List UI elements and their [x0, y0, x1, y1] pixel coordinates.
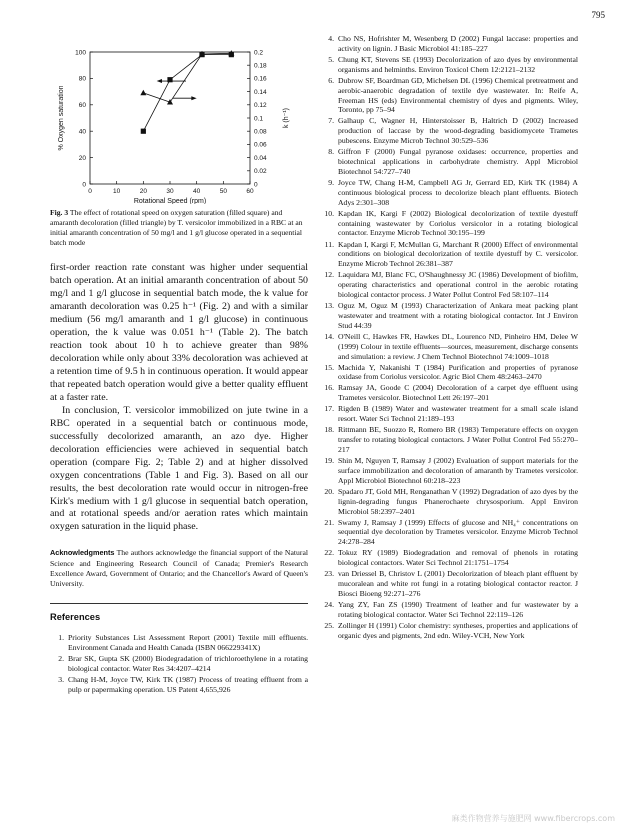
reference-text: Yang ZY, Fan ZS (1990) Treatment of leather and fur wastewater by a rotating biological contactor. Water Sci Technol 22:119–126 [338, 600, 578, 619]
y-right-tick-label: 0 [254, 181, 258, 189]
reference-item [320, 404, 578, 424]
reference-item [50, 675, 308, 695]
decoloration-data-point [140, 90, 146, 96]
reference-item [320, 425, 578, 455]
references-list-right [320, 34, 578, 641]
acknowledgments [50, 548, 308, 589]
reference-number: 22. [324, 548, 334, 558]
figure-caption-label: Fig. 3 [50, 208, 69, 217]
reference-item [320, 600, 578, 620]
y-right-tick-label: 0.08 [254, 128, 267, 136]
reference-item [320, 569, 578, 599]
reference-text: O'Neill C, Hawkes FR, Hawkes DL, Lourenco ND, Pinheiro HM, Delee W (1999) Colour in textile effluents—sources, measurement, discharge consents and simulation: a review. J Chem Technol Biotechnol 74:1009–1018 [338, 331, 578, 361]
reference-text: Swamy J, Ramsay J (1999) Effects of glucose and NH₄⁺ concentrations on sequential dye decoloration by Trametes versicolor. Enzyme Microb Technol 24:278–284 [338, 517, 578, 547]
reference-text: van Driessel B, Christov L (2001) Decolorization of bleach plant effluent by mucoralean and white rot fungi in a rotating biological contactor reactor. J Biosci Bioeng 92:271–276 [338, 569, 578, 598]
reference-number: 16. [324, 383, 334, 393]
reference-text: Priority Substances List Assessment Report (2001) Textile mill effluents. Environment Canada and Health Canada (ISBN 066229341X) [68, 633, 308, 653]
y-right-tick-label: 0.16 [254, 75, 267, 83]
reference-number: 2. [58, 654, 64, 664]
reference-number: 19. [324, 456, 334, 466]
reference-text: Machida Y, Nakanishi T (1984) Purification and properties of pyranose oxidase from Coriolus versicolor. Agric Biol Chem 48:2463–2470 [338, 362, 578, 382]
reference-item [320, 548, 578, 568]
x-tick-label: 40 [193, 188, 201, 195]
reference-number: 4. [328, 34, 334, 43]
reference-text: Spadaro JT, Gold MH, Renganathan V (1992) Degradation of azo dyes by the lignin-degrading fungus Phanerochaete chrysosporium. Appl Environ Microbiol 58:2397–2401 [338, 486, 578, 516]
reference-text: Cho NS, Hofrishter M, Wesenberg D (2002) Fungal laccase: properties and activity on lignin. J Basic Microbiol 41:185–227 [338, 34, 578, 53]
reference-number: 13. [324, 301, 334, 311]
reference-item [320, 621, 578, 641]
y-right-tick-label: 0.06 [254, 141, 267, 149]
reference-number: 20. [324, 486, 334, 496]
reference-number: 15. [324, 362, 334, 372]
y-right-tick-label: 0.1 [254, 115, 264, 123]
x-tick-label: 60 [246, 188, 254, 195]
reference-number: 10. [324, 208, 334, 218]
reference-number: 17. [324, 404, 334, 414]
reference-text: Laquidara MJ, Blanc FC, O'Shaughnessy JC (1986) Development of biofilm, operating characteristics and operational control in the aerobic rotating biological contactor process. J Water Pollut Control Fed 58:107–114 [338, 270, 578, 299]
references-divider [50, 603, 308, 604]
reference-number: 5. [328, 54, 334, 64]
oxygen-data-point [141, 129, 146, 134]
reference-number: 25. [324, 620, 334, 630]
reference-item [320, 147, 578, 177]
reference-text: Kapdan IK, Kargi F (2002) Biological decolorization of textile dyestuff containing wastewater by Coriolus versicolor in a rotating biological contactor. Enzyme Microb Technol 30:195–199 [338, 208, 578, 238]
reference-number: 9. [328, 177, 334, 187]
reference-item [320, 518, 578, 548]
figure-caption [50, 208, 308, 248]
reference-item [320, 34, 578, 54]
y-left-tick-label: 100 [75, 49, 86, 57]
left-column [50, 34, 308, 696]
reference-number: 24. [324, 600, 334, 610]
reference-text: Ramsay JA, Goode C (2004) Decoloration of a carpet dye effluent using Trametes versicolor. Biotechnol Lett 26:197–201 [338, 383, 578, 403]
reference-text: Rittmann BE, Suozzo R, Romero BR (1983) Temperature effects on oxygen transfer to rotating biological contactors. J Water Pollut Control Fed 55:270–217 [338, 425, 578, 454]
reference-number: 3. [58, 675, 64, 685]
body-text [50, 262, 308, 534]
oxygen-series-line [143, 55, 231, 132]
reference-item [320, 332, 578, 362]
reference-text: Chang H-M, Joyce TW, Kirk TK (1987) Process of treating effluent from a pulp or papermaking operation. US Patent 4,655,926 [68, 675, 308, 695]
reference-text: Tokuz RY (1989) Biodegradation and removal of phenols in rotating biological contactors. Water Sci Technol 21:1751–1754 [338, 548, 578, 568]
acknowledgments-text: The authors acknowledge the financial support of the Natural Science and Engineering Research Council of Canada; Premier's Research Excellence Award, Government of Ontario; and the Chancellor's Award of Queen's University. [50, 548, 308, 589]
x-tick-label: 10 [113, 188, 121, 195]
y-right-tick-label: 0.18 [254, 62, 267, 70]
body-paragraph-1: first-order reaction rate constant was higher under sequential batch operation. At an initial amaranth concentration of about 50 mg/l and 1 g/l glucose in sequential batch mode, the k value for amaranth decoloration was 0.25 h⁻¹ (Fig. 2) and with a similar medium (56 mg/l amaranth and 1 g/l glucose) in continuous operation, the k value was 0.051 h⁻¹ (Table 2). The batch reaction took about 10 h to achieve greater than 98% decoloration while only about 33% decoloration was achieved at a retention time of 9.5 h in continuous operation. It would appear that repeated batch operation would give a better quality effluent at a faster rate. [50, 262, 308, 403]
reference-item [320, 76, 578, 115]
reference-text: Galhaup C, Wagner H, Hinterstoisser B, Haltrich D (2002) Increased production of laccase by the wood-degrading basidiomycete Trametes pubescens. Enzyme Microb Technol 30:529–536 [338, 116, 578, 146]
x-axis-label: Rotational Speed (rpm) [133, 198, 207, 204]
reference-item [320, 240, 578, 270]
reference-text: Oguz M, Oguz M (1993) Characterization of Ankara meat packing plant wastewater and treatment with a rotating biological contactor. Int J Environ Stud 44:39 [338, 301, 578, 330]
reference-item [50, 633, 308, 653]
figure-caption-text: The effect of rotational speed on oxygen saturation (filled square) and amaranth decoloration (filled triangle) by T. versicolor immobilized in a RBC at an initial amaranth concentration of 50 mg/l and 1 g/l glucose operated in a sequential batch mode [50, 208, 303, 248]
reference-item [320, 383, 578, 403]
y-right-tick-label: 0.12 [254, 102, 267, 110]
reference-item [320, 178, 578, 208]
reference-text: Joyce TW, Chang H-M, Campbell AG Jr, Gerrard ED, Kirk TK (1984) A continuous biological process to decolorize bleach plant effluents. Biotech Adys 2:301–308 [338, 177, 578, 207]
references-heading: References [50, 612, 101, 623]
y-right-tick-label: 0.04 [254, 154, 267, 162]
right-column [320, 34, 578, 642]
reference-item [320, 487, 578, 517]
left-arrow-icon [157, 79, 162, 83]
reference-number: 1. [58, 633, 64, 643]
x-tick-label: 20 [139, 188, 147, 195]
reference-number: 11. [324, 239, 334, 249]
plot-frame [90, 52, 250, 184]
y-left-tick-label: 60 [78, 102, 86, 110]
x-tick-label: 30 [166, 188, 174, 195]
right-arrow-icon [191, 96, 196, 100]
y-right-tick-label: 0.14 [254, 88, 267, 96]
reference-number: 21. [324, 517, 334, 527]
x-tick-label: 0 [88, 188, 92, 195]
y-left-axis-label: % Oxygen saturation [58, 85, 65, 151]
page-number: 795 [591, 10, 605, 20]
reference-number: 12. [324, 270, 334, 280]
reference-text: Rigden B (1989) Water and wastewater treatment for a small scale island resort. Water Sci Technol 21:189–193 [338, 404, 578, 424]
reference-item [320, 116, 578, 146]
reference-text: Dubrow SF, Boardman GD, Michelsen DL (1996) Chemical pretreatment and aerobic-anaerobic degradation of textile dye wastewater. In: Reife A, Freeman HS (eds) Environmental chemistry of dyes and pigments. Wiley, Toronto, pp 75–94 [338, 75, 578, 115]
body-paragraph-2: In conclusion, T. versicolor immobilized on jute twine in a RBC operated in a sequential batch or continuous mode, successfully decolorized amaranth, an azo dye. Higher decoloration efficiencies were achieved in sequential batch operation (compare Fig. 2; Table 2) and at higher dissolved oxygen concentrations (Table 1 and Fig. 3). Based on all our results, the best decoloration rate would occur in nitrogen-free Kirk's medium with 1 g/l glucose in sequential batch operation, and at rotational speeds and/or aeration rates which maintain oxygen saturation in the liquid phase. [50, 404, 308, 533]
reference-number: 18. [324, 425, 334, 435]
reference-text: Kapdan I, Kargi F, McMullan G, Marchant R (2000) Effect of environmental conditions on biological decolorization of textile dyestuff by C. versicolor. Enzyme Microb Technol 26:381–387 [338, 239, 578, 269]
reference-item [320, 456, 578, 486]
chart-svg [50, 34, 308, 204]
references-list-left [50, 633, 308, 695]
reference-number: 7. [328, 116, 334, 126]
reference-number: 14. [324, 331, 334, 341]
y-right-axis-label: k (h⁻¹) [283, 107, 290, 129]
y-left-tick-label: 80 [78, 75, 86, 83]
y-left-tick-label: 20 [78, 154, 86, 162]
reference-item [320, 363, 578, 383]
watermark-text: 麻类作物营养与施肥网 www.fibercrops.com [451, 814, 615, 823]
y-left-tick-label: 0 [82, 181, 86, 189]
acknowledgments-label: Acknowledgments [50, 548, 115, 558]
reference-text: Giffron F (2000) Fungal pyranose oxidases: occurrence, properties and biotechnical applications in carbohydrate chemistry. Appl Microbiol Biotechnol 54:727–740 [338, 147, 578, 176]
y-left-tick-label: 40 [78, 128, 86, 136]
figure-3-chart [50, 34, 308, 204]
reference-number: 23. [324, 569, 334, 579]
reference-item [320, 55, 578, 75]
y-right-tick-label: 0.2 [254, 49, 264, 57]
reference-number: 8. [328, 147, 334, 157]
x-tick-label: 50 [219, 188, 227, 195]
reference-item [320, 270, 578, 300]
reference-text: Chung KT, Stevens SE (1993) Decolorization of azo dyes by environmental organisms and helminths. Environ Toxicol Chem 12:2121–2132 [338, 54, 578, 74]
y-right-tick-label: 0.02 [254, 168, 267, 176]
reference-item [320, 209, 578, 239]
decoloration-series-line [143, 53, 231, 102]
reference-item [50, 654, 308, 674]
reference-text: Zollinger H (1991) Color chemistry: syntheses, properties and applications of organic dyes and pigments, 2nd edn. Wiley-VCH, New York [338, 620, 578, 640]
reference-text: Brar SK, Gupta SK (2000) Biodegradation of trichloroethylene in a rotating biological contactor. Water Res 34:4207–4214 [68, 654, 308, 674]
reference-text: Shin M, Nguyen T, Ramsay J (2002) Evaluation of support materials for the surface immobilization and decoloration of amaranth by Trametes versicolor. Appl Microbiol Biotechnol 60:218–223 [338, 456, 578, 485]
reference-item [320, 301, 578, 331]
oxygen-data-point [167, 77, 172, 82]
reference-number: 6. [328, 75, 334, 85]
